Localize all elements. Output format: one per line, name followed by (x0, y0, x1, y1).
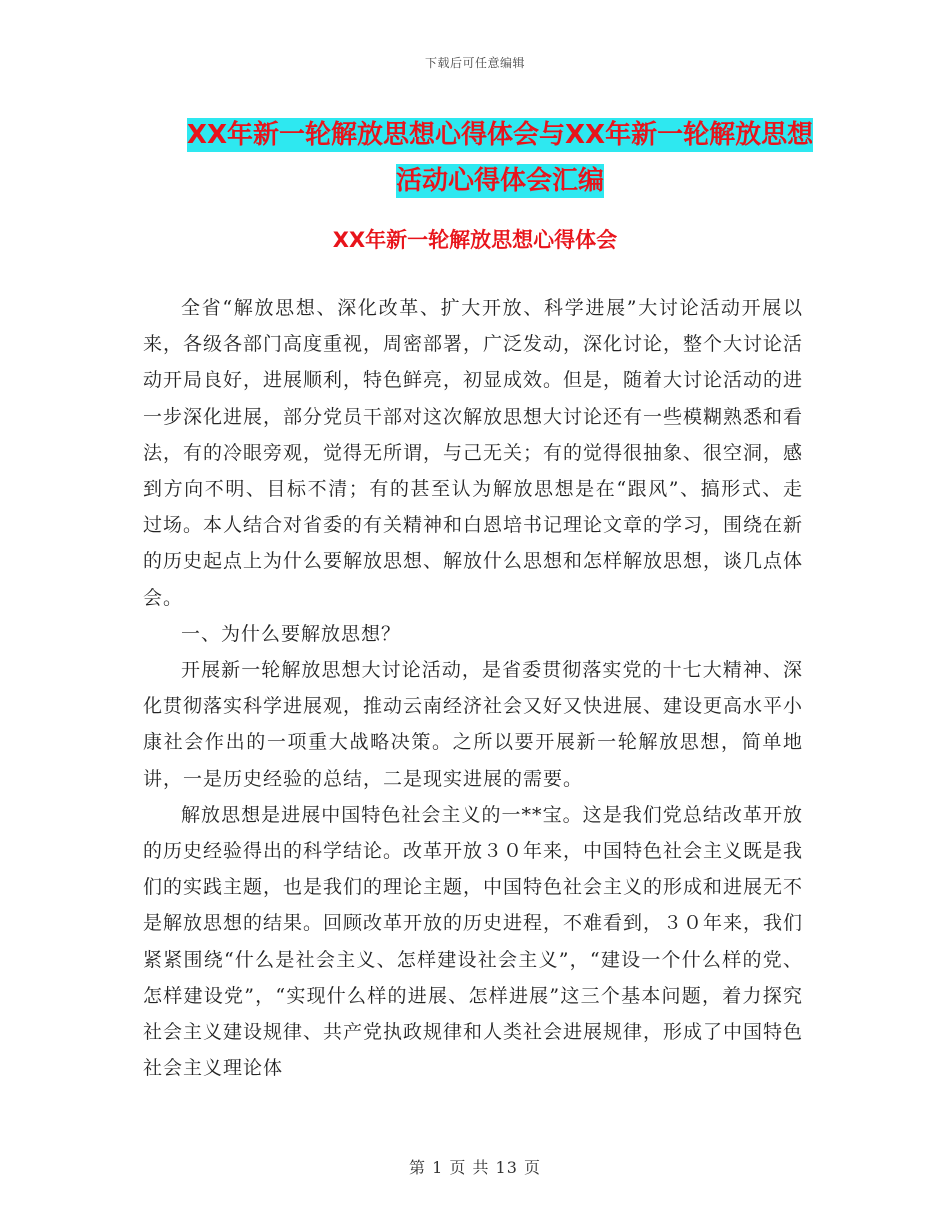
page-number: 第 1 页 共 13 页 (409, 1158, 541, 1177)
paragraph: 开展新一轮解放思想大讨论活动，是省委贯彻落实党的十七大精神、深化贯彻落实科学进展观，推动云南经济社会又好又快进展、建设更高水平小康社会作出的一项重大战略决策。之所以要开展新一轮解放思想，简单地讲，一是历史经验的总结，二是现实进展的需要。 (143, 659, 804, 790)
document-title (120, 112, 880, 204)
paragraph: 一、为什么要解放思想？ (181, 622, 402, 645)
section-title: XX年新一轮解放思想心得体会 (332, 228, 618, 252)
page-header-note: 下载后可任意编辑 (424, 56, 525, 70)
paragraph: 全省“解放思想、深化改革、扩大开放、科学进展”大讨论活动开展以来，各级各部门高度重视，周密部署，广泛发动，深化讨论，整个大讨论活动开局良好，进展顺利，特色鲜亮，初显成效。但是，随着大讨论活动的进一步深化进展，部分党员干部对这次解放思想大讨论还有一些模糊熟悉和看法，有的冷眼旁观，觉得无所谓，与己无关；有的觉得很抽象、很空洞，感到方向不明、目标不清；有的甚至认为解放思想是在“跟风”、搞形式、走过场。本人结合对省委的有关精神和白恩培书记理论文章的学习，围绕在新的历史起点上为什么要解放思想、解放什么思想和怎样解放思想，谈几点体会。 (143, 297, 804, 609)
document-title-line-2: 活动心得体会汇编 (395, 166, 604, 196)
paragraph: 解放思想是进展中国特色社会主义的一**宝。这是我们党总结改革开放的历史经验得出的科学结论。改革开放３０年来，中国特色社会主义既是我们的实践主题，也是我们的理论主题，中国特色社会主义的形成和进展无不是解放思想的结果。回顾改革开放的历史进程，不难看到，３０年来，我们紧紧围绕“什么是社会主义、怎样建设社会主义”，“建设一个什么样的党、怎样建设党”，“实现什么样的进展、怎样进展”这三个基本问题，着力探究社会主义建设规律、共产党执政规律和人类社会进展规律，形成了中国特色社会主义理论体 (143, 803, 804, 1080)
document-body (143, 290, 803, 1086)
document-title-line-1: XX年新一轮解放思想心得体会与XX年新一轮解放思想 (186, 120, 814, 150)
